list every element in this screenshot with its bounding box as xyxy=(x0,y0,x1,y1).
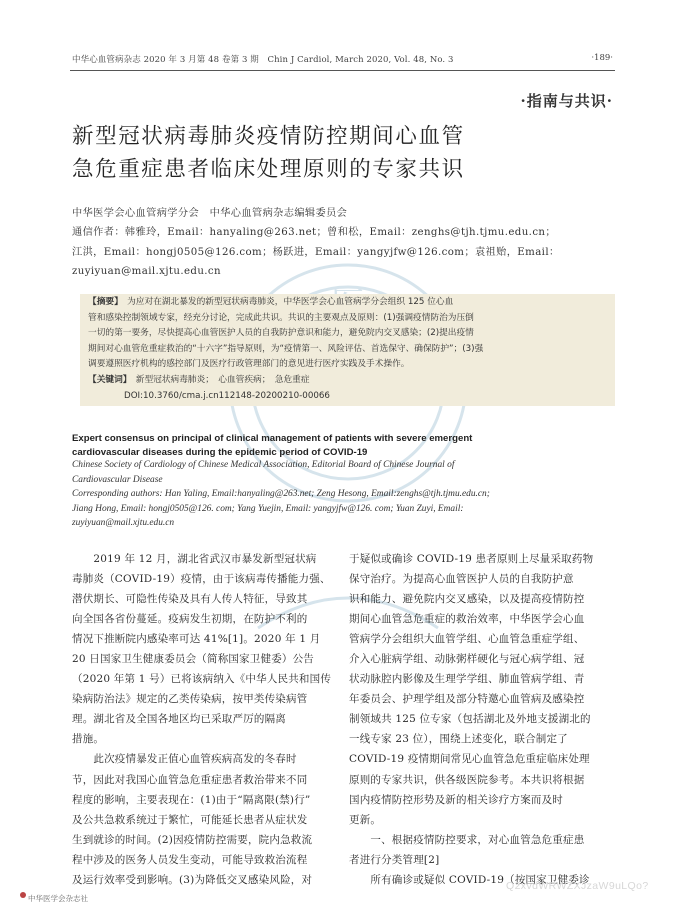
author-line: 通信作者：韩雅玲，Email：hanyaling@263.net；曾和松，Email：zenghs@tjh.tjmu.edu.cn； xyxy=(72,227,556,239)
abstract-label: 【摘要】 xyxy=(88,297,119,307)
body-line: 国内疫情防控形势及新的相关诊疗方案而及时 xyxy=(349,793,563,806)
header-rule xyxy=(70,70,615,71)
page-number: ·189· xyxy=(591,53,613,63)
english-title xyxy=(72,432,612,459)
body-line: 节，因此对我国心血管急危重症患者救治带来不同 xyxy=(72,773,308,786)
body-line: 措施。 xyxy=(72,733,105,746)
english-line: Cardiovascular Disease xyxy=(72,474,163,485)
body-line: 潜伏期长、可隐性传染及具有人传人特征，导致其 xyxy=(72,593,308,606)
body-column-left xyxy=(72,549,334,890)
article-title xyxy=(72,120,465,186)
body-line: 于疑似或确诊 COVID-19 患者原则上尽量采取药物 xyxy=(349,553,594,565)
english-authors xyxy=(72,458,612,531)
abstract-line: 管和感染控制领域专家，经充分讨论，完成此共识。共识的主要观点及原则：(1)强调疫情防治为压倒 xyxy=(88,312,474,323)
body-line: COVID-19 疫情期间常见心血管急危重症临床处理 xyxy=(349,753,590,766)
body-line: 保守治疗。为提高心血管医护人员的自我防护意 xyxy=(349,573,574,586)
running-header: 中华心血管病杂志 2020 年 3 月第 48 卷第 3 期 Chin J Cardiol, March 2020, Vol. 48, No. 3 xyxy=(72,55,454,65)
abstract-line: 期间对心血管危重症救治的“十六字”指导原则，为“疫情第一、风险评估、首选保守、确保防护”；(3)强 xyxy=(88,343,484,354)
english-title-line: Expert consensus on principal of clinical management of patients with severe emergent xyxy=(72,433,473,444)
english-line: Chinese Society of Cardiology of Chinese Medical Association, Editorial Board of Chinese Journal of xyxy=(72,460,455,470)
body-line: 染病防治法》规定的乙类传染病，按甲类传染病管 xyxy=(72,693,308,706)
author-line: 江洪，Email：hongj0505@126.com；杨跃进，Email：yangyjfw@126.com；袁祖贻，Email： xyxy=(72,246,560,258)
body-line: 2019 年 12 月，湖北省武汉市暴发新型冠状病 xyxy=(72,553,317,565)
body-line: 状动脉腔内影像及生理学学组、肺血管病学组、青 xyxy=(349,673,585,686)
publisher-logo-text: 中华医学会杂志社 xyxy=(28,894,88,903)
english-line: Corresponding authors: Han Yaling, Email:hanyaling@263.net; Zeng Hesong, Email:zenghs@tjh.tjmu.edu.cn; xyxy=(72,489,490,499)
body-line: 向全国各省份蔓延。疫病发生初期，在防护不利的 xyxy=(72,613,308,626)
keywords-label: 【关键词】 xyxy=(88,374,128,385)
doi: DOI:10.3760/cma.j.cn112148-20200210-00066 xyxy=(124,390,330,401)
abstract-line: 【摘要】 为应对在湖北暴发的新型冠状病毒肺炎，中华医学会心血管病学分会组织 125 位心血 xyxy=(88,297,454,307)
author-line: 中华医学会心血管病学分会 中华心血管病杂志编辑委员会 xyxy=(72,208,348,219)
body-line: 一线专家 23 位），围绕上述变化，联合制定了 xyxy=(349,733,568,746)
author-block xyxy=(72,204,617,281)
body-line: 更新。 xyxy=(349,813,382,826)
body-line: 及公共急救系统过于繁忙，可能延长患者从症状发 xyxy=(72,813,308,826)
body-line: 一、根据疫情防控要求，对心血管急危重症患 xyxy=(349,833,585,846)
body-line: 管病学分会组织大血管学组、心血管急重症学组、 xyxy=(349,633,585,646)
english-title-line: cardiovascular diseases during the epidemic period of COVID-19 xyxy=(72,446,368,458)
body-line: 识和能力、避免院内交叉感染，以及提高疫情防控 xyxy=(349,593,585,606)
body-line: 程中涉及的医务人员发生变动，可能导致救治流程 xyxy=(72,853,308,866)
body-line: 毒肺炎（COVID-19）疫情，由于该病毒传播能力强、 xyxy=(72,573,331,586)
body-line: 者进行分类管理[2] xyxy=(349,853,440,866)
abstract-block xyxy=(88,295,610,404)
body-line: 情况下推断院内感染率可达 41%[1]。2020 年 1 月 xyxy=(72,633,321,646)
body-line: 20 日国家卫生健康委员会（简称国家卫健委）公告 xyxy=(72,653,314,666)
title-line: 新型冠状病毒肺炎疫情防控期间心血管 xyxy=(72,124,465,149)
body-line: 及运行效率受到影响。(3)为降低交叉感染风险，对 xyxy=(72,873,313,886)
body-line: （2020 年第 1 号）已将该病纳入《中华人民共和国传 xyxy=(72,673,332,686)
body-line: 所有确诊或疑似 COVID-19（按国家卫健委诊 xyxy=(349,873,590,886)
english-line: Jiang Hong, Email: hongj0505@126. com; Yang Yuejin, Email: yangyjfw@126. com; Yuan Zuyi, Email: xyxy=(72,503,464,514)
keywords: 新型冠状病毒肺炎； 心血管疾病； 急危重症 xyxy=(135,374,310,385)
english-line: zuyiyuan@mail.xjtu.edu.cn xyxy=(72,518,175,528)
body-line: 制领域共 125 位专家（包括湖北及外地支援湖北的 xyxy=(349,713,591,726)
watermark-code: Q2xvdWRWZXJzaW9uLQo? xyxy=(506,880,649,892)
body-line: 介入心脏病学组、动脉粥样硬化与冠心病学组、冠 xyxy=(349,653,585,666)
title-line: 急危重症患者临床处理原则的专家共识 xyxy=(72,157,465,182)
body-column-right xyxy=(349,549,611,890)
body-line: 此次疫情暴发正值心血管疾病高发的冬春时 xyxy=(72,753,297,766)
body-line: 原则的专家共识，供各级医院参考。本共识将根据 xyxy=(349,773,585,786)
keywords-line xyxy=(88,373,610,389)
abstract-line: 调要遵照医疗机构的感控部门及医疗行政管理部门的意见进行医疗实践及手术操作。 xyxy=(88,359,410,370)
abstract-line: 一切的第一要务，尽快提高心血管医护人员的自我防护意识和能力，避免院内交叉感染；(2)提出疫情 xyxy=(88,328,474,339)
body-line: 生到就诊的时间。(2)因疫情防控需要，院内急救流 xyxy=(72,833,313,846)
body-line: 程度的影响，主要表现在：(1)由于“隔离限(禁)行” xyxy=(72,793,311,806)
body-line: 理。湖北省及全国各地区均已采取严厉的隔离 xyxy=(72,713,286,726)
body-line: 年委员会、护理学组及部分特邀心血管病及感染控 xyxy=(349,693,585,706)
publisher-logo-icon xyxy=(20,892,26,898)
section-label: ·指南与共识· xyxy=(520,92,613,110)
author-line: zuyiyuan@mail.xjtu.edu.cn xyxy=(72,265,221,277)
body-line: 期间心血管急危重症的救治效率，中华医学会心血 xyxy=(349,613,585,626)
